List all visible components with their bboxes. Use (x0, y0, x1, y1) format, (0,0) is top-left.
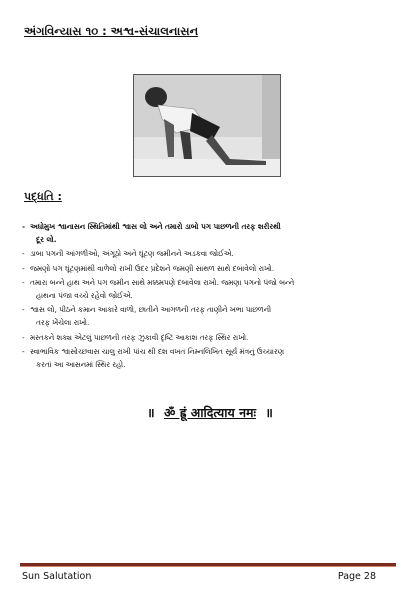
footer-book-title: Sun Salutation (22, 571, 92, 582)
section-heading: પદ્ધતિ : (24, 190, 62, 203)
step-text: જમણો પગ ઘૂંટણમાંથી વાળેલો રાખી ઉદર પ્રદેશને જમણી સાથળ સાથે દબાવેલો રાખો. (30, 263, 275, 273)
step-text: શ્વાસ લો, પીઠને કમાન આકારે વાળો, છાતીને આગળની તરફ તાણીને ખભા પાછળની (30, 305, 272, 315)
step-text-continued: દૂર લો. (36, 235, 57, 245)
steps-list (22, 220, 402, 372)
step-text-continued: હાથના પંજા વચ્ચે રહેવો જોઈએ. (36, 291, 133, 301)
page-number: Page 28 (337, 571, 376, 582)
mantra (0, 404, 420, 421)
step-text: ડાબા પગની આંગળીઓ, અંગૂઠો અને ઘૂંટણ જમીનને અડકવા જોઈએ. (30, 249, 234, 259)
step-text: મસ્તકને શક્ય એટલું પાછળની તરફ ઝુકાવી દૃષ્ટિ આકાશ તરફ સ્થિર રાખો. (30, 332, 249, 342)
step-item (22, 247, 402, 260)
page-title: અંગવિન્યાસ ૧૦ : અશ્વ-સંચાલનાસન (24, 24, 199, 38)
footer-divider (20, 563, 396, 567)
mantra-open-mark: ॥ (147, 405, 155, 420)
step-item (22, 276, 402, 302)
step-text: સ્વાભાવિક શ્વાસોચ્છ્વાસ ચાલુ રાખી પાંચ થી દશ વખત નિમ્નલિખિત સૂર્ય મંત્રનું ઉચ્ચારણ (30, 346, 284, 356)
step-text: અધોમુખ શ્વાનાસન સ્થિતિમાંથી શ્વાસ લો અને તમારો ડાબો પગ પાછળની તરફ શરીરથી (30, 222, 281, 231)
step-item (22, 262, 402, 275)
step-text-continued: તરફ ખેંચેલા રાખો. (36, 318, 90, 328)
pose-illustration (134, 75, 280, 176)
step-item (22, 331, 402, 344)
step-item (22, 345, 402, 371)
step-item (22, 303, 402, 329)
mantra-close-mark: ॥ (265, 405, 273, 420)
step-text-continued: કરતાં આ આસનમાં સ્થિર રહો. (36, 360, 126, 370)
pose-photo (133, 74, 281, 177)
step-item (22, 220, 402, 246)
mantra-text: ॐ ह्रूं आदित्याय नमः (163, 405, 257, 420)
step-text: તમારા બન્ને હાથ અને પગ જમીન સાથે મક્કમપણે દબાવેલા રાખો. જમણા પગનો પંજો બન્ને (30, 277, 295, 287)
